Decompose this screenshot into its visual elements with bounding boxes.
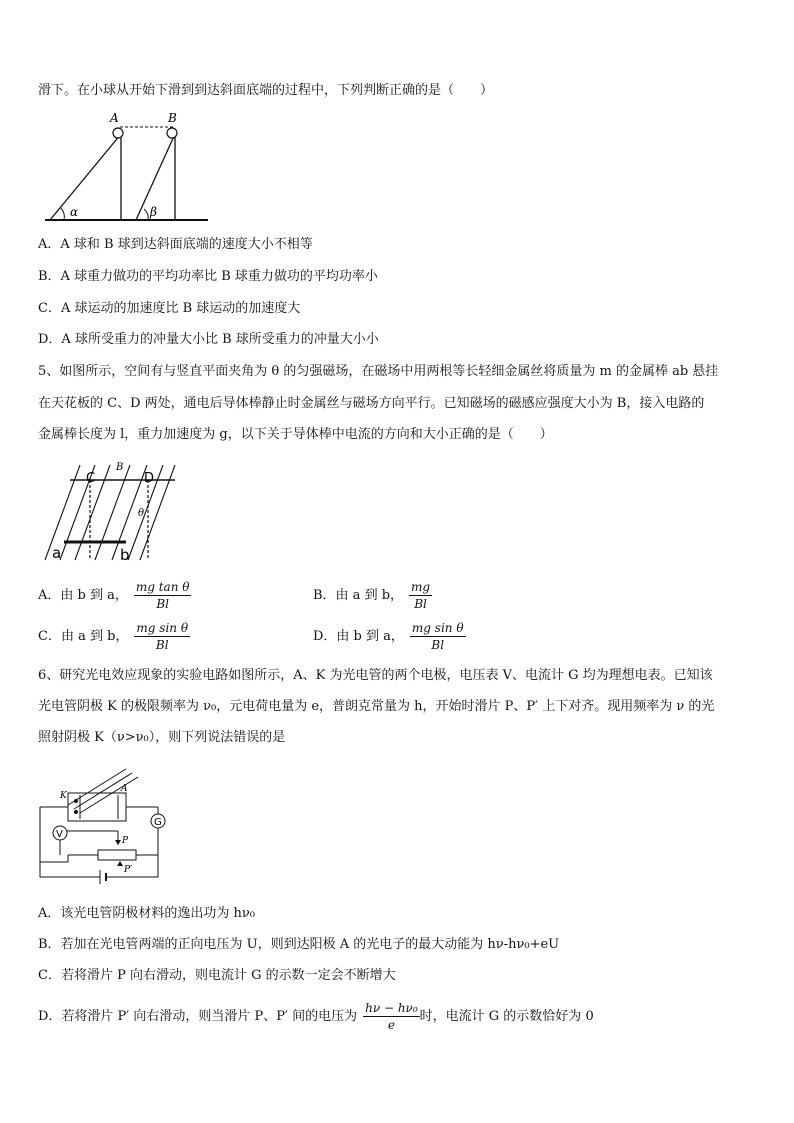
denominator: e [387, 1018, 395, 1032]
q5-option-c[interactable] [38, 620, 190, 653]
denominator: Bl [414, 597, 427, 611]
q4-option-b[interactable]: B．A 球重力做功的平均功率比 B 球重力做功的平均功率小 [38, 269, 378, 284]
numerator: mg sin θ [136, 621, 189, 635]
q5-option-b-fraction [409, 579, 432, 612]
q5-option-a-fraction [134, 579, 192, 612]
q5-option-c-fraction [134, 620, 190, 653]
q6-option-a[interactable]: A．该光电管阴极材料的逸出功为 hν₀ [38, 906, 256, 921]
q5-label-c: C [86, 471, 96, 486]
q6-label-p-prime: P′ [124, 865, 133, 875]
q5-option-b-text: B．由 a 到 b， [313, 588, 404, 603]
denominator: Bl [156, 597, 169, 611]
q5-option-d-fraction [410, 620, 466, 653]
q5-figure [40, 460, 180, 570]
q5-option-d[interactable] [313, 620, 466, 653]
q5-option-a-text: A．由 b 到 a， [38, 588, 128, 603]
q6-label-v: V [56, 829, 63, 840]
q5-option-c-text: C．由 a 到 b， [38, 629, 129, 644]
numerator: hν − hν₀ [365, 1001, 418, 1015]
q6-option-d[interactable] [38, 1000, 594, 1033]
q5-stem-line1: 5、如图所示，空间有与竖直平面夹角为 θ 的匀强磁场，在磁场中用两根等长轻细金属丝将质量为 m 的金属棒 ab 悬挂 [38, 364, 719, 379]
q5-label-b-field: B [116, 462, 124, 473]
q6-stem-line1: 6、研究光电效应现象的实验电路如图所示，A、K 为光电管的两个电极，电压表 V、电流计 G 均为理想电表。已知该 [38, 668, 713, 683]
q4-label-beta: β [150, 205, 157, 219]
q5-option-a[interactable] [38, 579, 191, 612]
q4-option-d[interactable]: D．A 球所受重力的冲量大小比 B 球所受重力的冲量大小小 [38, 332, 379, 347]
q5-label-b: b [120, 546, 130, 564]
denominator: Bl [155, 638, 169, 652]
q6-option-c[interactable]: C．若将滑片 P 向右滑动，则电流计 G 的示数一定会不断增大 [38, 968, 396, 983]
q5-option-d-text: D．由 b 到 a， [313, 629, 404, 644]
denominator: Bl [431, 638, 445, 652]
numerator: mg tan θ [135, 580, 190, 594]
q6-option-d-post: 时，电流计 G 的示数恰好为 0 [419, 1009, 594, 1024]
numerator: mg sin θ [411, 621, 464, 635]
q4-option-c[interactable]: C．A 球运动的加速度比 B 球运动的加速度大 [38, 301, 301, 316]
q6-figure [38, 765, 178, 890]
q5-stem-line2: 在天花板的 C、D 两处，通电后导体棒静止时金属丝与磁场方向平行。已知磁场的磁感应强度大小为 B，接入电路的 [38, 396, 705, 411]
q5-option-b[interactable] [313, 579, 432, 612]
q4-label-b: B [168, 111, 177, 125]
q4-label-a: A [110, 111, 119, 125]
numerator: mg [411, 580, 431, 594]
q5-stem-line3: 金属棒长度为 l，重力加速度为 g，以下关于导体棒中电流的方向和大小正确的是（ ） [38, 427, 553, 442]
q6-stem-line3: 照射阴极 K（ν>ν₀），则下列说法错误的是 [38, 730, 286, 745]
q5-label-theta: θ [138, 508, 145, 519]
q5-label-a: a [52, 544, 62, 562]
q6-label-k: K [60, 791, 67, 801]
q6-label-g: G [154, 817, 162, 828]
q4-option-a[interactable]: A．A 球和 B 球到达斜面底端的速度大小不相等 [38, 237, 313, 252]
q4-stem: 滑下。在小球从开始下滑到到达斜面底端的过程中，下列判断正确的是（ ） [38, 83, 494, 98]
q6-label-a: A [121, 784, 128, 794]
q4-figure [40, 110, 215, 225]
q6-option-d-fraction [363, 1000, 420, 1033]
q5-label-d: D [144, 471, 155, 486]
q4-label-alpha: α [70, 205, 79, 219]
q6-label-p: P [122, 836, 129, 846]
q6-option-d-pre: D．若将滑片 P′ 向右滑动，则当滑片 P、P′ 间的电压为 [38, 1009, 358, 1024]
q6-stem-line2: 光电管阴极 K 的极限频率为 ν₀，元电荷电量为 e，普朗克常量为 h，开始时滑片 P、P′ 上下对齐。现用频率为 ν 的光 [38, 699, 715, 714]
q6-option-b[interactable]: B．若加在光电管两端的正向电压为 U，则到达阳极 A 的光电子的最大动能为 hν-hν₀+eU [38, 937, 560, 952]
